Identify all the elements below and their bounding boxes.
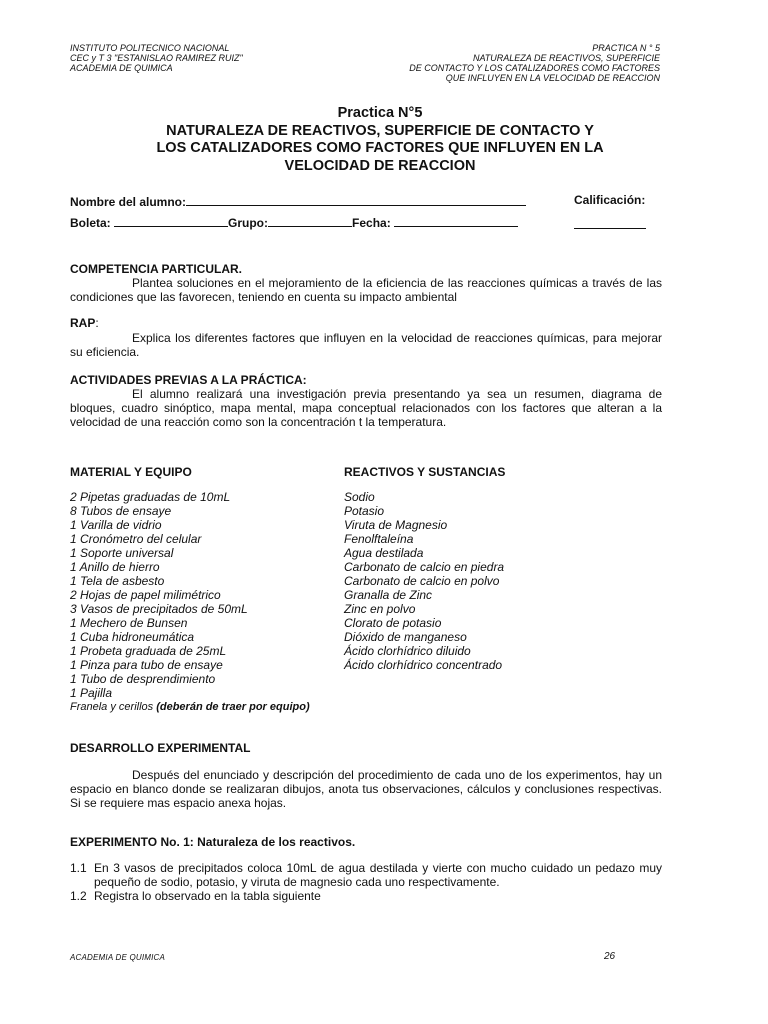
rap-colon: : xyxy=(95,316,99,330)
student-id-row xyxy=(70,214,518,230)
franela-note: (deberán de traer por equipo) xyxy=(156,701,310,713)
material-item: 1 Tela de asbesto xyxy=(70,574,165,588)
reactivo-item: Agua destilada xyxy=(344,546,424,560)
rap-text: Explica los diferentes factores que influyen en la velocidad de reacciones químicas, para mejorar su eficiencia. xyxy=(70,331,662,359)
material-item: 1 Tubo de desprendimiento xyxy=(70,672,216,686)
experimento-steps xyxy=(70,861,662,903)
student-name-line[interactable] xyxy=(186,193,526,206)
reactivos-section xyxy=(344,465,664,672)
material-item: 1 Soporte universal xyxy=(70,546,174,560)
header-left xyxy=(70,43,243,73)
material-item: 1 Pajilla xyxy=(70,686,113,700)
boleta-line[interactable] xyxy=(114,214,228,227)
reactivo-item: Ácido clorhídrico concentrado xyxy=(344,658,503,672)
grade-label: Calificación: xyxy=(574,193,646,207)
header-academy: ACADEMIA DE QUIMICA xyxy=(70,63,173,73)
desarrollo-heading: DESARROLLO EXPERIMENTAL xyxy=(70,741,251,755)
reactivo-item: Clorato de potasio xyxy=(344,616,442,630)
desarrollo-text: Después del enunciado y descripción del procedimiento de cada uno de los experimentos, hay un espacio en blanco donde se realizaran dibujos, anota tus observaciones, cálculos y conclusiones respectivas. Si se requiere mas espacio anexa hojas. xyxy=(70,768,662,810)
rap-heading: RAP xyxy=(70,316,96,330)
reactivo-item: Potasio xyxy=(344,504,385,518)
competencia-heading: COMPETENCIA PARTICULAR. xyxy=(70,262,242,276)
header-right xyxy=(409,43,660,83)
reactivo-item: Zinc en polvo xyxy=(344,602,416,616)
header-practice-number: PRACTICA N ° 5 xyxy=(592,43,660,53)
reactivos-heading: REACTIVOS Y SUSTANCIAS xyxy=(344,465,506,479)
competencia-text: Plantea soluciones en el mejoramiento de la eficiencia de las reacciones químicas a través de las condiciones que las favorecen, teniendo en cuenta su impacto ambiental xyxy=(70,276,662,304)
boleta-label: Boleta: xyxy=(70,216,111,230)
reactivo-item: Viruta de Magnesio xyxy=(344,518,448,532)
actividades-text: El alumno realizará una investigación previa presentando ya sea un resumen, diagrama de bloques, cuadro sinóptico, mapa mental, mapa conceptual relacionados con los factores que alteran a la velocidad de una reacción como son la concentración t la temperatura. xyxy=(70,387,662,429)
experimento-section xyxy=(70,835,662,903)
material-item: 3 Vasos de precipitados de 50mL xyxy=(70,602,248,616)
material-section xyxy=(70,465,340,714)
header-institute: INSTITUTO POLITECNICO NACIONAL xyxy=(70,43,230,53)
header-practice-title-3: QUE INFLUYEN EN LA VELOCIDAD DE REACCION xyxy=(445,73,660,83)
material-item: 1 Mechero de Bunsen xyxy=(70,616,188,630)
title-practice: Practica N°5 xyxy=(337,105,423,121)
header-school: CEC y T 3 "ESTANISLAO RAMIREZ RUIZ" xyxy=(70,53,243,63)
reactivo-item: Ácido clorhídrico diluido xyxy=(344,644,471,658)
actividades-section xyxy=(70,373,662,429)
material-heading: MATERIAL Y EQUIPO xyxy=(70,465,192,479)
experimento-step xyxy=(70,889,662,903)
title-line-3: LOS CATALIZADORES COMO FACTORES QUE INFLUYEN EN LA xyxy=(156,140,604,156)
material-item: 1 Cronómetro del celular xyxy=(70,532,202,546)
header-practice-title-1: NATURALEZA DE REACTIVOS, SUPERFICIE xyxy=(472,53,660,63)
reactivo-item: Fenolftaleína xyxy=(344,532,414,546)
experimento-step xyxy=(70,861,662,889)
material-item: 2 Pipetas graduadas de 10mL xyxy=(70,490,231,504)
reactivo-item: Sodio xyxy=(344,490,375,504)
material-item: 1 Varilla de vidrio xyxy=(70,518,162,532)
material-item: 2 Hojas de papel milimétrico xyxy=(70,588,221,602)
reactivo-item: Dióxido de manganeso xyxy=(344,630,467,644)
title-line-2: NATURALEZA DE REACTIVOS, SUPERFICIE DE CONTACTO Y xyxy=(166,122,594,139)
reactivo-item: Carbonato de calcio en polvo xyxy=(344,574,500,588)
footer-academy: ACADEMIA DE QUIMICA xyxy=(70,953,166,962)
material-item: 1 Probeta graduada de 25mL xyxy=(70,644,227,658)
grupo-line[interactable] xyxy=(268,214,352,227)
desarrollo-section xyxy=(70,741,662,810)
reactivo-item: Granalla de Zinc xyxy=(344,588,433,602)
material-item: 1 Pinza para tubo de ensaye xyxy=(70,658,223,672)
reactivo-item: Carbonato de calcio en piedra xyxy=(344,560,505,574)
experimento-heading: EXPERIMENTO No. 1: Naturaleza de los reactivos. xyxy=(70,835,356,849)
student-name-label: Nombre del alumno: xyxy=(70,195,187,209)
fecha-line[interactable] xyxy=(394,214,518,227)
student-name-row xyxy=(70,193,526,209)
page-title xyxy=(70,105,690,175)
material-list xyxy=(70,490,340,714)
material-item: 1 Cuba hidroneumática xyxy=(70,630,195,644)
material-item: 8 Tubos de ensaye xyxy=(70,504,172,518)
franela-text: Franela y cerillos xyxy=(70,701,157,713)
reactivos-list xyxy=(344,490,664,672)
grupo-label: Grupo: xyxy=(228,216,269,230)
actividades-heading: ACTIVIDADES PREVIAS A LA PRÁCTICA: xyxy=(70,373,307,387)
step-number: 1.1 xyxy=(70,861,87,875)
competencia-section xyxy=(70,262,662,304)
step-text: Registra lo observado en la tabla siguiente xyxy=(94,889,321,903)
grade-line[interactable] xyxy=(574,216,646,229)
step-number: 1.2 xyxy=(70,889,87,903)
fecha-label: Fecha: xyxy=(352,216,391,230)
material-item: 1 Anillo de hierro xyxy=(70,560,160,574)
material-item-franela xyxy=(70,700,340,714)
title-line-4: VELOCIDAD DE REACCION xyxy=(284,157,476,174)
rap-section xyxy=(70,316,662,359)
step-text: En 3 vasos de precipitados coloca 10mL de agua destilada y vierte con mucho cuidado un pedazo muy pequeño de sodio, potasio, y viruta de magnesio cada uno respectivamente. xyxy=(94,861,662,889)
header-practice-title-2: DE CONTACTO Y LOS CATALIZADORES COMO FACTORES xyxy=(409,63,660,73)
page-number: 26 xyxy=(604,951,616,962)
